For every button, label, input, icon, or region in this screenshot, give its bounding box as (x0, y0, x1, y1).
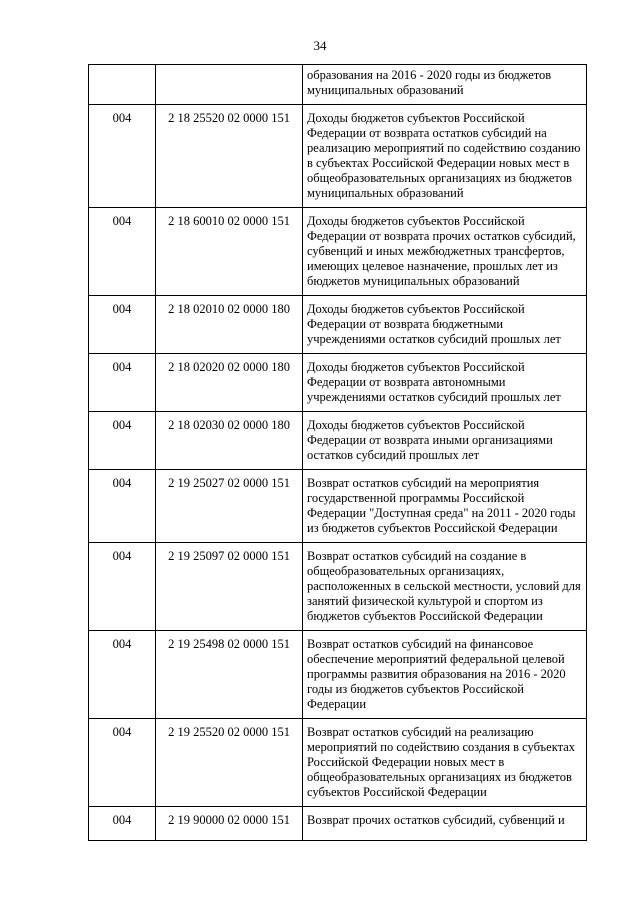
admin-code-cell: 004 (89, 354, 156, 412)
table-row (89, 105, 587, 208)
budget-classification-code-cell: 2 18 02010 02 0000 180 (156, 296, 303, 354)
budget-classification-code-cell: 2 18 02030 02 0000 180 (156, 412, 303, 470)
budget-classification-code-cell: 2 19 25027 02 0000 151 (156, 470, 303, 543)
admin-code-cell: 004 (89, 470, 156, 543)
table-row (89, 470, 587, 543)
table-row (89, 412, 587, 470)
admin-code-cell: 004 (89, 412, 156, 470)
budget-classification-code-cell: 2 19 90000 02 0000 151 (156, 807, 303, 841)
revenue-name-cell: Возврат остатков субсидий на реализацию мероприятий по содействию создания в субъектах Российской Федерации новых мест в общеобразовательных организациях из бюджетов субъектов Российской Федерации (303, 719, 587, 807)
admin-code-cell: 004 (89, 296, 156, 354)
revenue-name-cell: Доходы бюджетов субъектов Российской Федерации от возврата иными организациями остатков субсидий прошлых лет (303, 412, 587, 470)
table-row (89, 631, 587, 719)
table-row (89, 719, 587, 807)
table-row (89, 543, 587, 631)
budget-codes-table (88, 64, 587, 841)
revenue-name-cell: Возврат остатков субсидий на финансовое обеспечение мероприятий федеральной целевой программы развития образования на 2016 - 2020 годы из бюджетов субъектов Российской Федерации (303, 631, 587, 719)
admin-code-cell: 004 (89, 105, 156, 208)
budget-classification-code-cell: 2 18 25520 02 0000 151 (156, 105, 303, 208)
admin-code-cell: 004 (89, 543, 156, 631)
table-row (89, 807, 587, 841)
revenue-name-cell: образования на 2016 - 2020 годы из бюджетов муниципальных образований (303, 65, 587, 105)
admin-code-cell: 004 (89, 631, 156, 719)
revenue-name-cell: Возврат прочих остатков субсидий, субвенций и (303, 807, 587, 841)
budget-classification-code-cell (156, 65, 303, 105)
budget-classification-code-cell: 2 18 02020 02 0000 180 (156, 354, 303, 412)
revenue-name-cell: Доходы бюджетов субъектов Российской Федерации от возврата бюджетными учреждениями остатков субсидий прошлых лет (303, 296, 587, 354)
budget-classification-code-cell: 2 19 25498 02 0000 151 (156, 631, 303, 719)
table-body (89, 65, 587, 841)
admin-code-cell: 004 (89, 807, 156, 841)
revenue-name-cell: Доходы бюджетов субъектов Российской Федерации от возврата прочих остатков субсидий, субвенций и иных межбюджетных трансфертов, имеющих целевое назначение, прошлых лет из бюджетов муниципальных образований (303, 208, 587, 296)
revenue-name-cell: Возврат остатков субсидий на мероприятия государственной программы Российской Федерации "Доступная среда" на 2011 - 2020 годы из бюджетов субъектов Российской Федерации (303, 470, 587, 543)
revenue-name-cell: Возврат остатков субсидий на создание в общеобразовательных организациях, расположенных в сельской местности, условий для занятий физической культурой и спортом из бюджетов субъектов Российской Федерации (303, 543, 587, 631)
page-number: 34 (313, 38, 327, 53)
budget-classification-code-cell: 2 18 60010 02 0000 151 (156, 208, 303, 296)
budget-classification-code-cell: 2 19 25520 02 0000 151 (156, 719, 303, 807)
table-row (89, 65, 587, 105)
admin-code-cell (89, 65, 156, 105)
table-row (89, 354, 587, 412)
admin-code-cell: 004 (89, 208, 156, 296)
budget-classification-code-cell: 2 19 25097 02 0000 151 (156, 543, 303, 631)
table-row (89, 296, 587, 354)
revenue-name-cell: Доходы бюджетов субъектов Российской Федерации от возврата остатков субсидий на реализацию мероприятий по содействию созданию в субъектах Российской Федерации новых мест в общеобразовательных организациях из бюджетов муниципальных образований (303, 105, 587, 208)
admin-code-cell: 004 (89, 719, 156, 807)
table-row (89, 208, 587, 296)
revenue-name-cell: Доходы бюджетов субъектов Российской Федерации от возврата автономными учреждениями остатков субсидий прошлых лет (303, 354, 587, 412)
